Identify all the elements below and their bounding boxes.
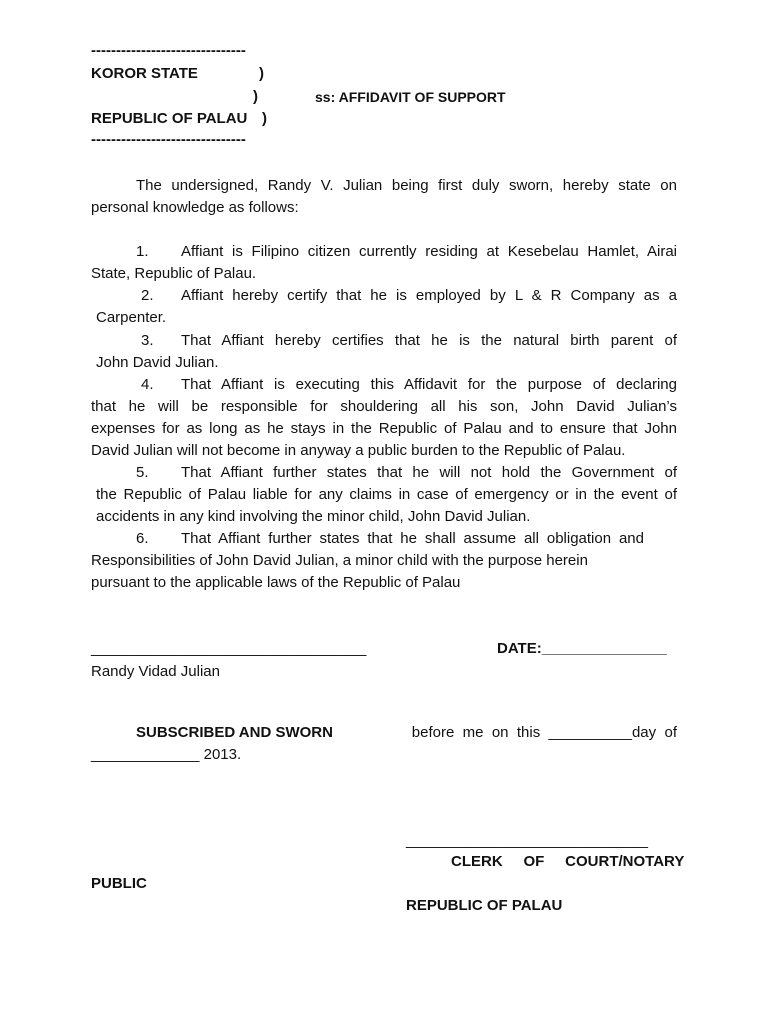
- venue-paren-1: ): [259, 65, 264, 82]
- item-4-line-1: That Affiant is executing this Affidavit for the purpose of declaring: [181, 376, 677, 393]
- item-3-line-1: That Affiant hereby certifies that he is the natural birth parent of: [181, 332, 677, 349]
- item-6-line-2: Responsibilities of John David Julian, a minor child with the purpose herein: [91, 552, 588, 569]
- venue-paren-3: ): [262, 110, 267, 127]
- notary-title-line-1: CLERK OF COURT/NOTARY: [451, 853, 685, 870]
- jurat-line-1: [136, 722, 677, 744]
- item-2-line-2: Carpenter.: [96, 309, 167, 326]
- header-rule-top: -------------------------------: [91, 42, 246, 59]
- item-1-line-2: State, Republic of Palau.: [91, 265, 257, 282]
- item-4-number: 4.: [141, 376, 154, 393]
- item-2-number: 2.: [141, 287, 154, 304]
- affiant-name: Randy Vidad Julian: [91, 663, 220, 680]
- signature-line: _________________________________: [91, 640, 367, 657]
- date-field: DATE:_______________: [497, 640, 667, 657]
- item-2-line-1: Affiant hereby certify that he is employed by L & R Company as a: [181, 287, 677, 304]
- item-3-number: 3.: [141, 332, 154, 349]
- intro-line-1: The undersigned, Randy V. Julian being first duly sworn, hereby state on: [136, 177, 677, 194]
- item-1-line-1: Affiant is Filipino citizen currently residing at Kesebelau Hamlet, Airai: [181, 243, 677, 260]
- venue-state: KOROR STATE: [91, 65, 198, 82]
- item-6-line-3: pursuant to the applicable laws of the Republic of Palau: [91, 574, 461, 591]
- item-3-line-2: John David Julian.: [96, 354, 219, 371]
- item-5-line-2: the Republic of Palau liable for any claims in case of emergency or in the event of: [96, 486, 677, 503]
- affidavit-title: ss: AFFIDAVIT OF SUPPORT: [315, 89, 506, 105]
- item-4-line-4: David Julian will not become in anyway a public burden to the Republic of Palau.: [91, 442, 626, 459]
- jurat-subscribed-sworn: SUBSCRIBED AND SWORN: [136, 724, 333, 741]
- item-5-line-1: That Affiant further states that he will not hold the Government of: [181, 464, 677, 481]
- item-4-line-3: expenses for as long as he stays in the Republic of Palau and to ensure that John: [91, 420, 677, 437]
- item-1-number: 1.: [136, 243, 149, 260]
- notary-title-line-2: PUBLIC: [91, 875, 147, 892]
- item-6-number: 6.: [136, 530, 149, 547]
- jurat-before-me: before me on this __________day of: [411, 724, 677, 741]
- venue-country: REPUBLIC OF PALAU: [91, 110, 248, 127]
- item-4-line-2: that he will be responsible for shouldering all his son, John David Julian’s: [91, 398, 677, 415]
- jurat-line-2: _____________ 2013.: [91, 746, 242, 763]
- item-5-number: 5.: [136, 464, 149, 481]
- venue-paren-2: ): [253, 88, 258, 105]
- header-rule-bottom: -------------------------------: [91, 131, 246, 148]
- item-5-line-3: accidents in any kind involving the minor child, John David Julian.: [96, 508, 531, 525]
- intro-line-2: personal knowledge as follows:: [91, 199, 299, 216]
- notary-country: REPUBLIC OF PALAU: [406, 897, 563, 914]
- notary-signature-line: _____________________________: [406, 832, 648, 849]
- item-6-line-1: That Affiant further states that he shall assume all obligation and: [181, 530, 644, 547]
